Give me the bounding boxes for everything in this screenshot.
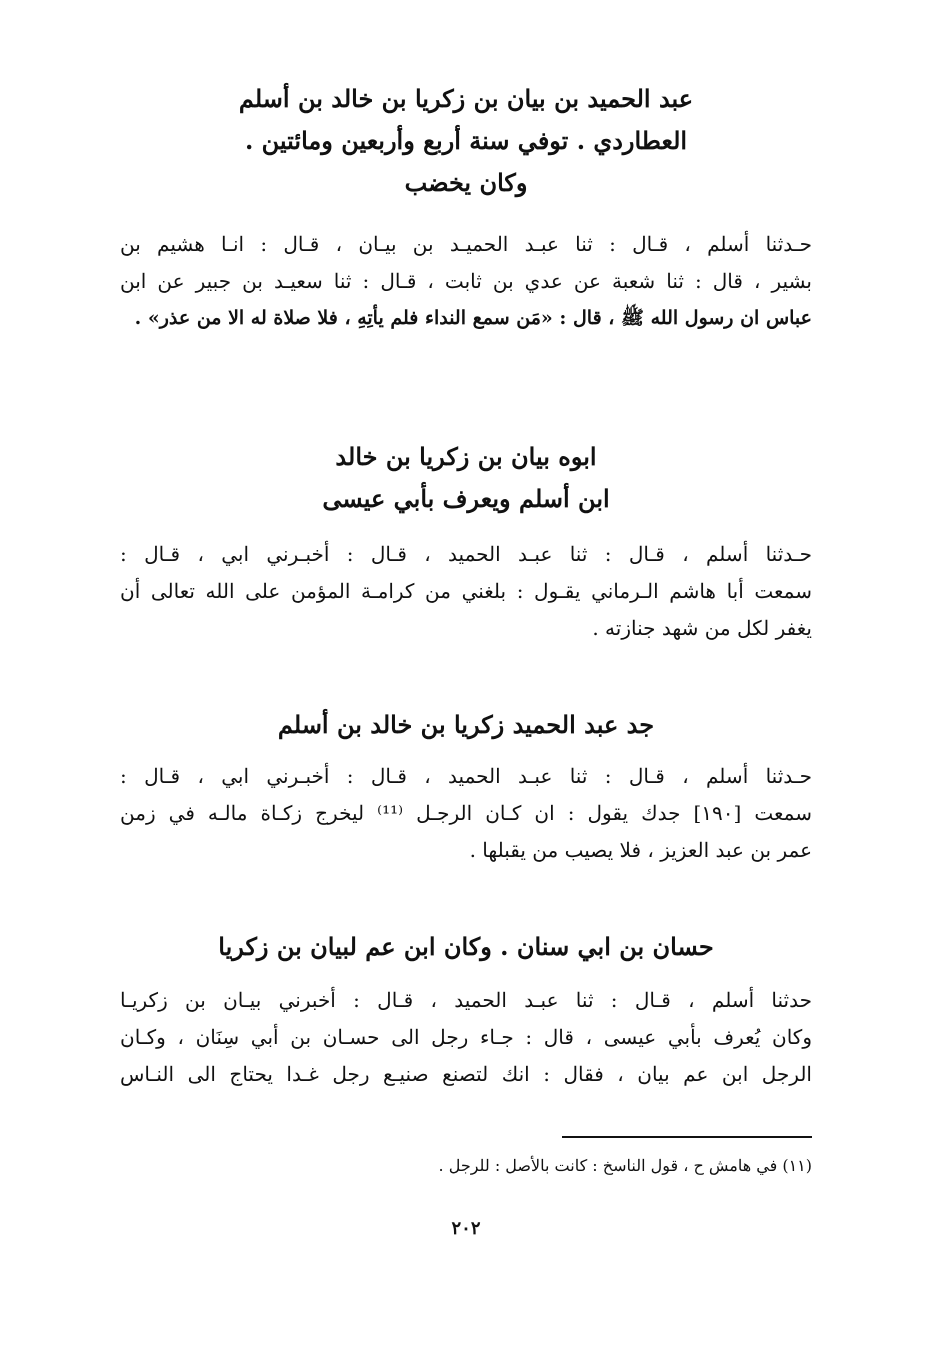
body-line: سمعت أبا هاشم الـرماني يقـول : بلغني من كرامـة المؤمن على الله تعالى أن	[120, 579, 812, 603]
document-page	[120, 0, 812, 1345]
body-line: حـدثنا أسلم ، قـال : ثنا عبـد الحميد ، قـال : أخبـرني ابي ، قـال :	[120, 542, 812, 566]
body-line: عمر بن عبد العزيز ، فلا يصيب من يقبلها .	[469, 838, 812, 862]
section-heading	[120, 436, 812, 520]
body-line: حـدثنا أسلم ، قـال : ثنا عبـد الحميد ، قـال : أخبـرني ابي ، قـال :	[120, 764, 812, 788]
heading-line: العطاردي . توفي سنة أربع وأربعين ومائتين .	[244, 126, 688, 155]
body-line: وكان يُعرف بأبي عيسى ، قال : جـاء رجل الى حسـان بن أبي سِنَان ، وكـان	[120, 1025, 812, 1049]
section-hassan	[120, 926, 812, 968]
footnote: (١١) في هامش ح ، قول الناسخ : كانت بالأصل : للرجل .	[438, 1156, 812, 1175]
body-line: حدثنا أسلم ، قـال : ثنا عبـد الحميد ، قـال : أخبرني بيـان بن زكريـا	[120, 988, 812, 1012]
section-heading	[120, 926, 812, 968]
heading-line: عبد الحميد بن بيان بن زكريا بن خالد بن أسلم	[238, 84, 694, 113]
body-line: حـدثنا أسلم ، قـال : ثنا عبـد الحميـد بن بيـان ، قـال : انـا هشيم بن	[120, 232, 813, 256]
heading-line: ابوه بيان بن زكريا بن خالد	[335, 442, 597, 471]
footnote-divider	[562, 1136, 812, 1138]
section-body	[120, 536, 812, 647]
heading-line: جد عبد الحميد زكريا بن خالد بن أسلم	[277, 710, 655, 739]
section-bayan	[120, 436, 812, 520]
section-body	[120, 758, 812, 869]
body-line: سمعت [١٩٠] جدك يقول : ان كـان الرجـل ⁽¹¹⁾ ليخرج زكـاة مالـه في زمن	[120, 801, 812, 825]
body-line: يغفر لكل من شهد جنازته .	[592, 616, 812, 640]
section-heading	[120, 704, 812, 746]
section-zakariya	[120, 704, 812, 746]
heading-line: ابن أسلم ويعرف بأبي عيسى	[322, 484, 610, 513]
section-body	[120, 982, 812, 1093]
body-line: الرجل ابن عم بيان ، فقال : انك لتصنع صنيـع رجل غـدا يحتاج الى النـاس	[120, 1062, 812, 1086]
section-abd-al-hamid	[120, 78, 812, 204]
section-body	[120, 226, 812, 337]
body-line: بشير ، قال : ثنا شعبة عن عدي بن ثابت ، قـال : ثنا سعيـد بن جبير عن ابن	[120, 269, 812, 293]
heading-line: وكان يخضب	[404, 168, 528, 197]
body-line: عباس ان رسول الله ﷺ ، قال : «مَن سمع النداء فلم يأتِهِ ، فلا صلاة له الا من عذر» .	[134, 307, 812, 329]
section-heading	[120, 78, 812, 204]
page-number: ٢٠٢	[451, 1218, 481, 1239]
heading-line: حسان بن ابي سنان . وكان ابن عم لبيان بن زكريا	[218, 932, 714, 961]
